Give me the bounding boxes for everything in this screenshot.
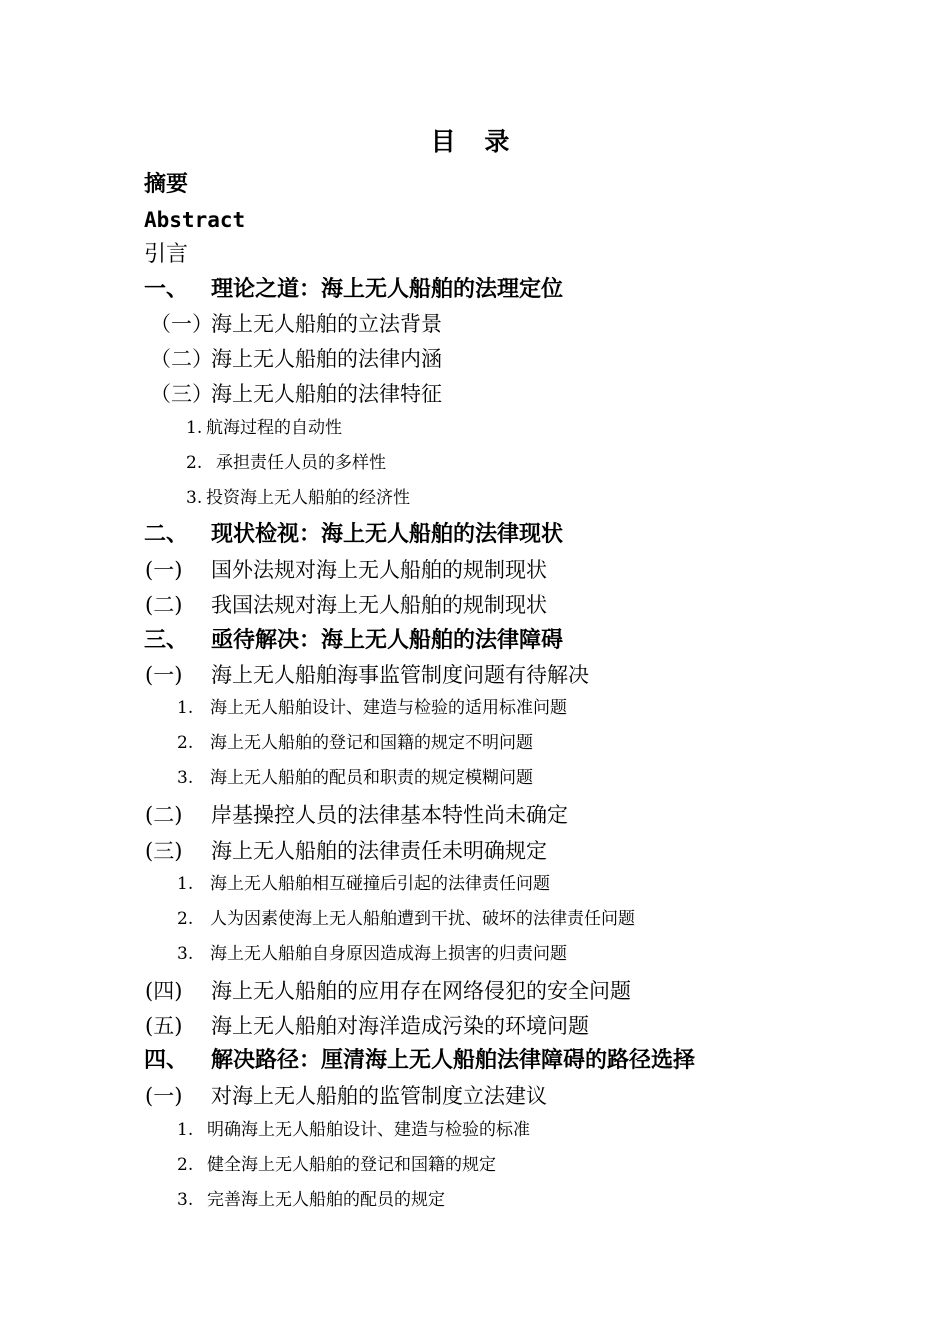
toc-entry-text: 承担责任人员的多样性 <box>216 453 386 473</box>
toc-entry-text: 岸基操控人员的法律基本特性尚未确定 <box>211 803 568 827</box>
toc-entry-number: （一） <box>150 312 213 336</box>
toc-entry-text: 完善海上无人船舶的配员的规定 <box>207 1190 445 1210</box>
toc-entry-number: 2. <box>177 1155 194 1175</box>
toc-entry-number: 1. <box>186 418 203 438</box>
toc-entry-number: 3. <box>186 488 203 508</box>
toc-entry-number: （二） <box>150 347 213 371</box>
toc-entry-text: 明确海上无人船舶设计、建造与检验的标准 <box>207 1120 530 1140</box>
toc-entry-text: 海上无人船舶的法律内涵 <box>211 347 442 371</box>
toc-front-abstract-en: Abstract <box>144 208 246 232</box>
toc-entry-number: (一) <box>145 558 183 582</box>
toc-entry-text: 海上无人船舶的立法背景 <box>211 312 442 336</box>
toc-entry-number: 2. <box>177 909 194 929</box>
toc-entry-text: 理论之道：海上无人船舶的法理定位 <box>211 277 564 302</box>
toc-entry-text: 对海上无人船舶的监管制度立法建议 <box>211 1084 547 1108</box>
toc-entry-number: 2. <box>186 453 203 473</box>
toc-front-abstract-cn: 摘要 <box>144 172 189 197</box>
toc-entry-number: 2. <box>177 733 194 753</box>
toc-entry-text: 海上无人船舶的应用存在网络侵犯的安全问题 <box>211 979 631 1003</box>
toc-entry-number: (二) <box>145 593 183 617</box>
toc-entry-number: (二) <box>145 803 183 827</box>
toc-entry-number: 三、 <box>144 628 189 653</box>
page-title: 目 录 <box>430 127 520 156</box>
toc-entry-text: 海上无人船舶对海洋造成污染的环境问题 <box>211 1014 589 1038</box>
toc-entry-number: （三） <box>150 382 213 406</box>
toc-entry-text: 海上无人船舶的配员和职责的规定模糊问题 <box>210 768 533 788</box>
toc-entry-number: (三) <box>145 839 183 863</box>
toc-entry-text: 国外法规对海上无人船舶的规制现状 <box>211 558 547 582</box>
toc-entry-number: 1. <box>177 1120 194 1140</box>
toc-entry-text: 航海过程的自动性 <box>206 418 342 438</box>
toc-entry-number: (一) <box>145 663 183 687</box>
toc-entry-text: 海上无人船舶的法律特征 <box>211 382 442 406</box>
toc-entry-number: 3. <box>177 944 194 964</box>
toc-entry-text: 海上无人船舶的登记和国籍的规定不明问题 <box>210 733 533 753</box>
toc-entry-number: (五) <box>145 1014 183 1038</box>
toc-entry-text: 海上无人船舶设计、建造与检验的适用标准问题 <box>210 698 567 718</box>
toc-entry-text: 海上无人船舶自身原因造成海上损害的归责问题 <box>210 944 567 964</box>
toc-entry-text: 现状检视：海上无人船舶的法律现状 <box>211 522 564 547</box>
toc-entry-text: 海上无人船舶相互碰撞后引起的法律责任问题 <box>210 874 550 894</box>
toc-entry-number: 四、 <box>144 1048 189 1073</box>
toc-entry-text: 投资海上无人船舶的经济性 <box>206 488 410 508</box>
toc-entry-number: (一) <box>145 1084 183 1108</box>
toc-entry-text: 海上无人船舶的法律责任未明确规定 <box>211 839 547 863</box>
toc-entry-number: 3. <box>177 1190 194 1210</box>
toc-entry-text: 亟待解决：海上无人船舶的法律障碍 <box>211 628 564 653</box>
toc-entry-number: 3. <box>177 768 194 788</box>
toc-entry-text: 健全海上无人船舶的登记和国籍的规定 <box>207 1155 496 1175</box>
toc-entry-text: 人为因素使海上无人船舶遭到干扰、破坏的法律责任问题 <box>210 909 635 929</box>
toc-entry-number: 1. <box>177 698 194 718</box>
toc-entry-text: 海上无人船舶海事监管制度问题有待解决 <box>211 663 589 687</box>
toc-entry-text: 解决路径：厘清海上无人船舶法律障碍的路径选择 <box>211 1048 696 1073</box>
toc-entry-number: 1. <box>177 874 194 894</box>
toc-front-introduction: 引言 <box>144 242 189 267</box>
toc-entry-number: 一、 <box>144 277 189 302</box>
toc-entry-number: (四) <box>145 979 183 1003</box>
toc-entry-text: 我国法规对海上无人船舶的规制现状 <box>211 593 547 617</box>
toc-entry-number: 二、 <box>144 522 189 547</box>
